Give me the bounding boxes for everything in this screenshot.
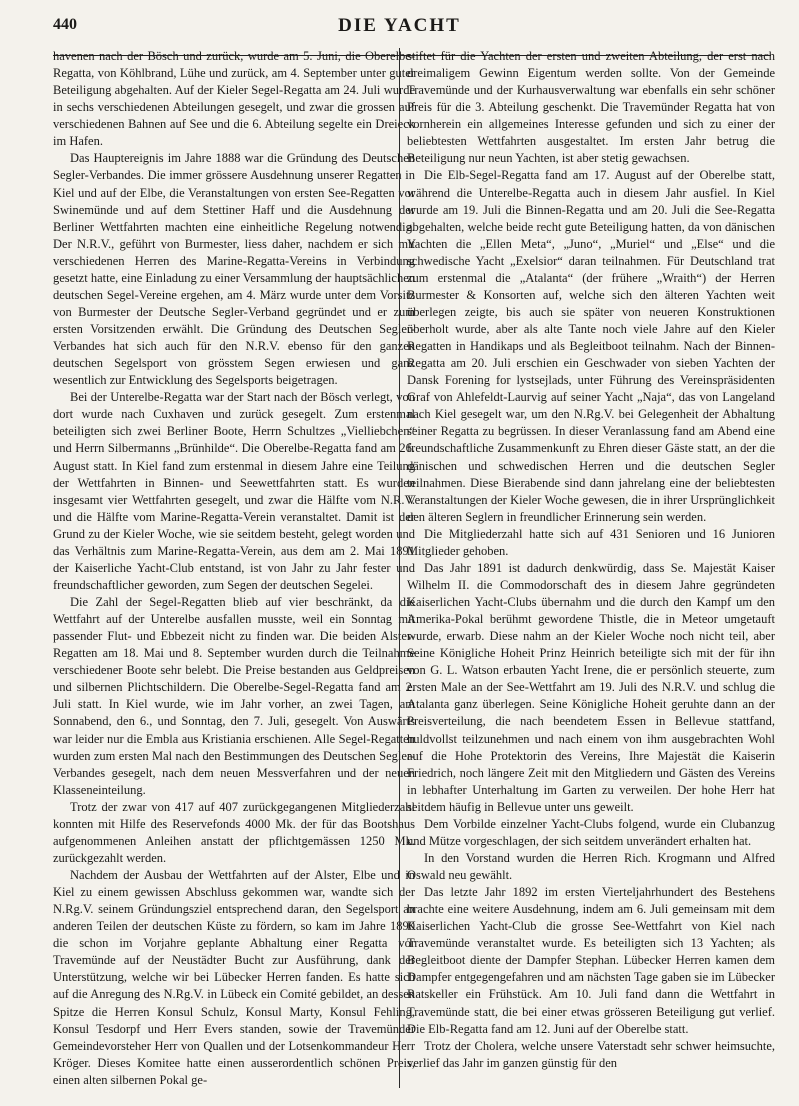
paragraph: Die Zahl der Segel-Regatten blieb auf vier beschränkt, da die Wettfahrt auf der Unterelbe ausfallen musste, weil ein Sonntag mit passender Flut- und Ebbezeit nicht zu finden war. Die beiden Alster-Regatten am 18. Mai und 8. September wurden durch die Teilnahme verschiedener Boote sehr belebt. Die Preise bestanden aus Geldpreisen und silbernen Plichtschildern. Die Oberelbe-Segel-Regatta fand am 2. Juli statt. In Kiel wurde, wie im Jahr vorher, an zwei Tagen, am Sonnabend, den 6., und Sonntag, den 7. Juli, gesegelt. Von Auswärts war leider nur die Embla aus Kristiania erschienen. Alle Segel-Regatten wurden zum ersten Mal nach den Bestimmungen des Deutschen Segler-Verbandes gesegelt, nach dem neuen Messverfahren und der neuen Klasseneinteilung.	[53, 595, 415, 797]
paragraph: stiftet für die Yachten der ersten und zweiten Abteilung, der erst nach dreimaligem Gewinn Eigentum werden sollte. Von der Gemeinde Travemünde und der Kurhausverwaltung war ebenfalls ein sehr schöner Preis für die 3. Abteilung geschenkt. Die Travemünder Regatta hat von vornherein ein allgemeines Interesse gefunden und sich zu einer der beliebtesten Wettfahrten ausgestaltet. Im ersten Jahr betrug die Beteiligung nur neun Yachten, ist aber stetig gewachsen.	[407, 49, 775, 166]
paragraph: Das Jahr 1891 ist dadurch denkwürdig, dass Se. Majestät Kaiser Wilhelm II. die Commodorschaft des in diesem Jahre gegründeten Kaiserlichen Yacht-Clubs übernahm und die durch den Kampf um den Amerika-Pokal berühmt gewordene Thistle, die in Meteor umgetauft wurde, erwarb. Diese nahm an der Kieler Woche noch nicht teil, aber Seine Königliche Hoheit Prinz Heinrich beteiligte sich mit der für ihn von G. L. Watson erbauten Yacht Irene, die er persönlich steuerte, zum ersten Male an der See-Wettfahrt am 19. Juli des N.R.V. und schlug die Atalanta ganz überlegen. Seine Königliche Hoheit geruhte dann an der Preisverteilung, die nach beendetem Essen in Bellevue stattfand, huldvollst teilzunehmen und nach einem von ihm ausgebrachten Wohl auf die Hohe Protektorin des Vereins, Ihre Majestät die Kaiserin Friedrich, noch längere Zeit mit den Mitgliedern und Gästen des Vereins in lebhafter Unterhaltung im Garten zu verweilen. Der hohe Herr hat seitdem häufig in Bellevue unter uns geweilt.	[407, 560, 775, 814]
paragraph: Die Mitgliederzahl hatte sich auf 431 Senioren und 16 Junioren Mitglieder gehoben.	[407, 526, 775, 558]
page-header	[0, 14, 799, 40]
paragraph: Das Hauptereignis im Jahre 1888 war die Gründung des Deutschen Segler-Verbandes. Die immer grössere Ausdehnung unserer Regatten in Kiel und auf der Elbe, die Veranstaltungen von ersten See-Regatten vor Swinemünde und auf dem Stettiner Haff und die Ausdehnung der Berliner Wettfahrten machten eine einheitliche Regelung notwendig. Der N.R.V., geführt von Burmester, liess daher, nachdem er sich mit verschiedenen Herren des Marine-Regatta-Vereins in Verbindung gesetzt hatte, eine Einladung zu einer Versammlung der hauptsächlichen deutschen Segel-Vereine ergehen, am 4. März wurde unter dem Vorsitz von Burmester der Deutsche Segler-Verband gegründet und er zum ersten Vorsitzenden erwählt. Die Gründung des Deutschen Segler-Verbandes hat sich auch für den N.R.V. ebenso für den ganzen deutschen Segelsport von grösstem Segen erwiesen und ganz wesentlich zur Entwicklung des Segelsports beigetragen.	[53, 151, 415, 388]
paragraph: Bei der Unterelbe-Regatta war der Start nach der Bösch verlegt, von dort wurde nach Cuxhaven und zurück gesegelt. Zum erstenmal beteiligten sich zwei Berliner Boote, Herrn Schultzes „Vielliebchen“ und Herrn Silbermanns „Brünhilde“. Die Oberelbe-Regatta fand am 26. August statt. In Kiel fand zum erstenmal in diesem Jahre eine Teilung der Wettfahrten in Binnen- und Seewettfahrten statt. Es wurden insgesamt vier Wettfahrten gesegelt, und zwar die Hälfte vom N.R.V. und die Hälfte vom Marine-Regatta-Verein veranstaltet. Damit ist der Grund zu der Kieler Woche, wie sie seitdem besteht, gelegt worden und das Verhältnis zum Marine-Regatta-Verein, aus dem am 2. Mai 1891 der Kaiserliche Yacht-Club entstand, ist von Jahr zu Jahr fester und freundschaftlicher geworden, zum Segen der deutschen Segelei.	[53, 390, 415, 592]
paragraph: In den Vorstand wurden die Herren Rich. Krogmann und Alfred Oswald neu gewählt.	[407, 850, 775, 882]
page-number: 440	[53, 16, 77, 33]
left-column	[53, 48, 415, 1089]
column-divider	[399, 48, 400, 1088]
paragraph: Nachdem der Ausbau der Wettfahrten auf der Alster, Elbe und in Kiel zu einem gewissen Abschluss gekommen war, wandte sich der N.Rg.V. seinem Gründungsziel entsprechend daran, den Segelsport an anderen Teilen der deutschen Küste zu fördern, so kam im Jahre 1890 die schon im Vorjahre geplante Abhaltung einer Regatta vor Travemünde auf der Neustädter Bucht zur Ausführung, dank der Unterstützung, welche wir bei Lübecker Herren fanden. Es hatte sich auf die Anregung des N.Rg.V. in Lübeck ein Comité gebildet, an dessen Spitze die Herren Konsul Schulz, Konsul Marty, Konsul Fehling, Konsul Tesdorpf und Herr Evers standen, sowie der Travemünder Gemeindevorsteher Herr von Quallen und der Lotsenkommandeur Herr Kröger. Dieses Komitee hatte einen ausserordentlich schönen Preis, einen alten silbernen Pokal ge-	[53, 868, 415, 1087]
paragraph: Die Elb-Segel-Regatta fand am 17. August auf der Oberelbe statt, während die Unterelbe-Regatta auch in diesem Jahr ausfiel. In Kiel wurde am 19. Juli die Binnen-Regatta und am 20. Juli die See-Regatta abgehalten, welche beide recht gute Beteiligung hatten, da von dänischen Yachten die „Ellen Meta“, „Juno“, „Muriel“ und „Else“ und die schwedische Yacht „Exelsior“ daran teilnahmen. Für Deutschland trat zum erstenmal die „Atalanta“ (der frühere „Wraith“) der Herren Burmester & Konsorten auf, welche sich den älteren Yachten weit überlegen zeigte, bis auch sie später von neueren Konstruktionen überholt wurde, aber als alte Tante noch viele Jahre auf den Kieler Regatten in Handikaps und als Begleitboot teilnahm. Nach der Binnen-Regatta am 20. Juli erschien ein Geschwader von sieben Yachten der Dansk Forening for lystsejlads, unter Führung des Vereinspräsidenten Graf von Ahlefeldt-Laurvig auf seiner Yacht „Naja“, das von Langeland nach Kiel gesegelt war, um den N.Rg.V. bei Gelegenheit der Abhaltung seiner Regatta zu begrüssen. In dieser Veranlassung fand am Abend eine freundschaftliche Zusammenkunft zu Ehren dieser Gäste statt, an der die dänischen und schwedischen Herren und die deutschen Segler teilnahmen. Diese Bierabende sind dann jahrelang eine der beliebtesten Veranstaltungen der Kieler Woche gewesen, die in ihrer Ursprünglichkeit den älteren Seglern in freundlicher Erinnerung sein werden.	[407, 168, 775, 524]
paragraph: Trotz der zwar von 417 auf 407 zurückgegangenen Mitgliederzahl konnten mit Hilfe des Reservefonds 4000 Mk. der für das Bootshaus aufgenommenen Anleihen anstatt der pflichtgemässen 1250 Mk. zurückgezahlt werden.	[53, 799, 415, 865]
paragraph: Trotz der Cholera, welche unsere Vaterstadt sehr schwer heimsuchte, verlief das Jahr im ganzen günstig für den	[407, 1038, 775, 1070]
paragraph: havenen nach der Bösch und zurück, wurde am 5. Juni, die Oberelbe-Regatta, von Köhlbrand, Lühe und zurück, am 4. September unter guter Beteiligung abgehalten. Auf der Kieler Segel-Regatta am 24. Juli wurde in sechs verschiedenen Abteilungen gesegelt, und zwar die grossen auf verschiedenen Bahnen auf See und die 6. Abteilung segelte ein Dreieck im Hafen.	[53, 49, 415, 149]
paragraph: Dem Vorbilde einzelner Yacht-Clubs folgend, wurde ein Clubanzug und Mütze vorgeschlagen, der sich seitdem unverändert erhalten hat.	[407, 816, 775, 848]
right-column	[407, 48, 775, 1072]
journal-title: DIE YACHT	[338, 15, 461, 36]
paragraph: Das letzte Jahr 1892 im ersten Vierteljahrhundert des Bestehens brachte eine weitere Ausdehnung, indem am 6. Juli gemeinsam mit dem Kaiserlichen Yacht-Club die grosse See-Wettfahrt von Kiel nach Travemünde veranstaltet wurde. Es beteiligten sich 13 Yachten; als Begleitboot diente der Dampfer Stephan. Lübecker Herren kamen dem Dampfer entgegengefahren und am nächsten Tage gaben sie im Lübecker Ratskeller ein Frühstück. Am 10. Juli fand dann die Wettfahrt in Travemünde statt, die bei einer etwas grösseren Beteiligung gut verlief. Die Elb-Regatta fand am 12. Juni auf der Oberelbe statt.	[407, 885, 775, 1036]
